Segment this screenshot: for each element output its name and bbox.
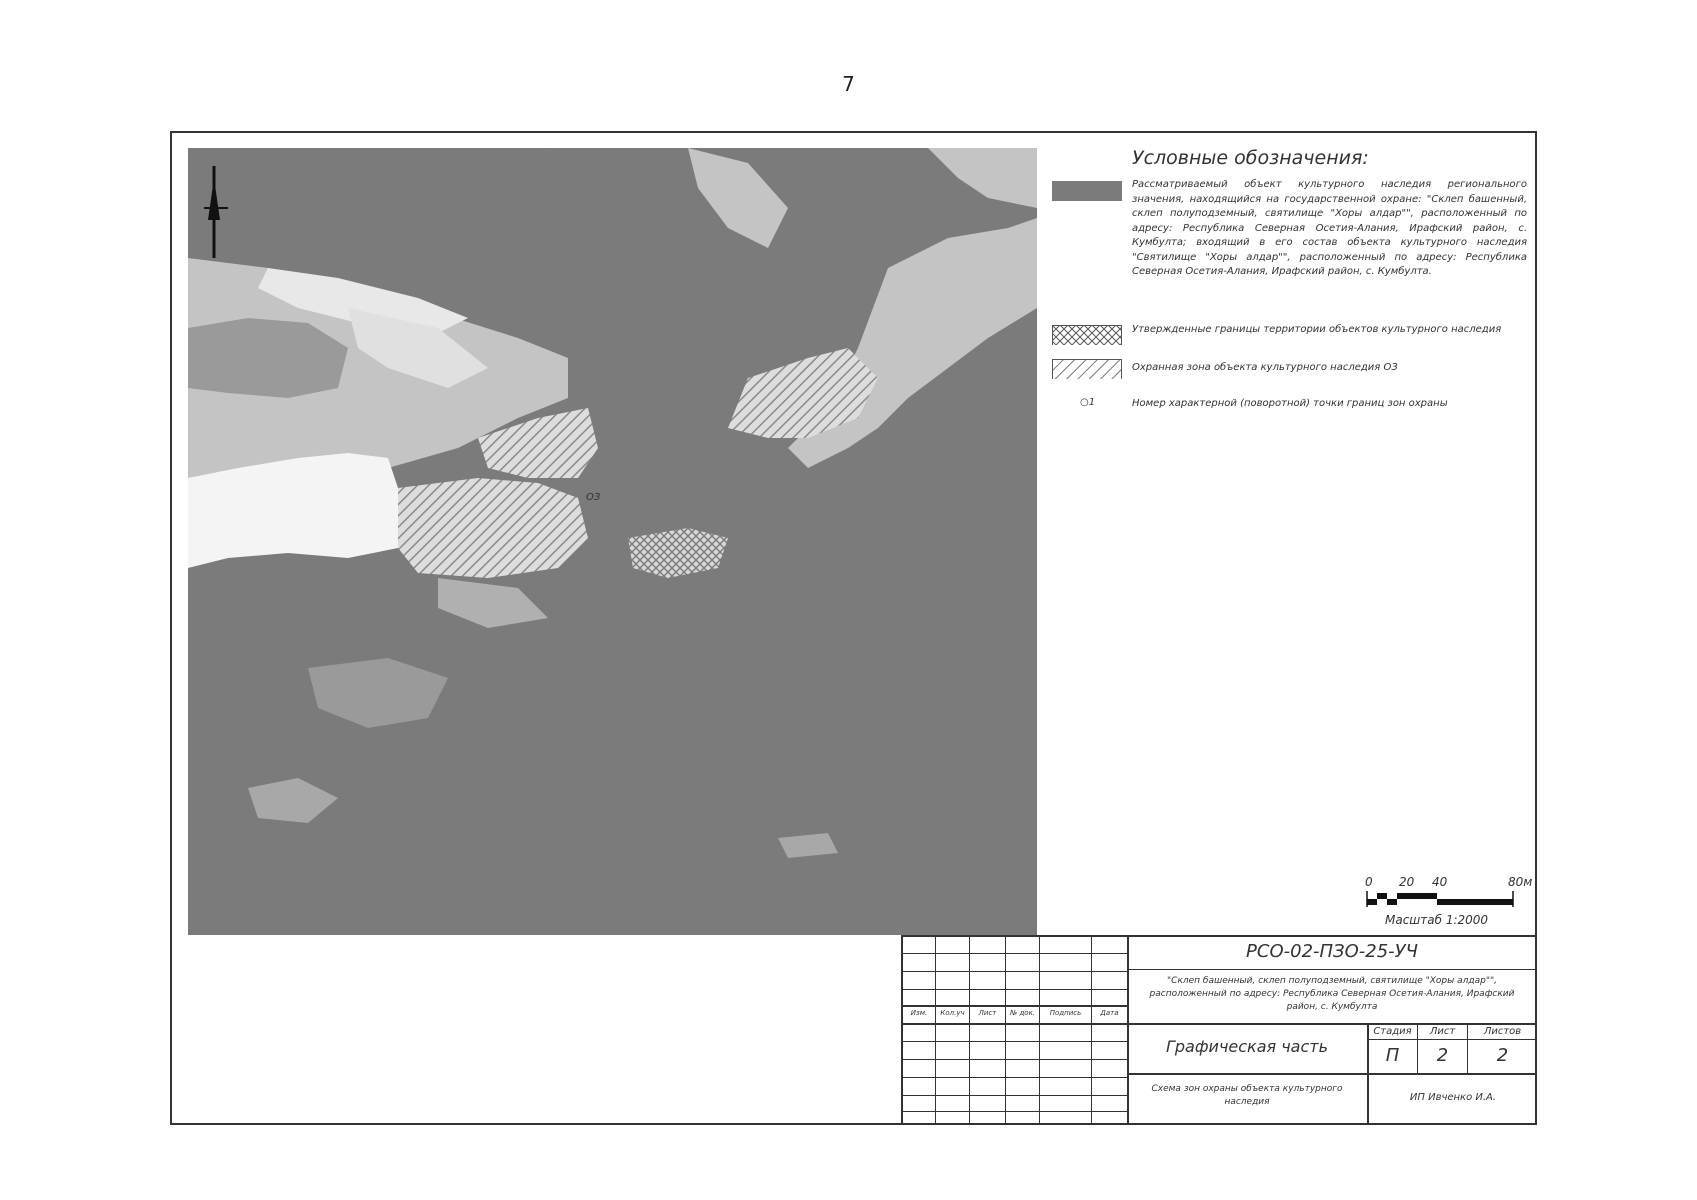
point-symbol-icon: ○1 bbox=[1080, 397, 1096, 408]
zone-label: ОЗ bbox=[586, 492, 601, 503]
title-block bbox=[901, 935, 1537, 1125]
sheet-value: 2 bbox=[1436, 1045, 1449, 1066]
scale-tick-label: 20 bbox=[1399, 875, 1415, 889]
organization: ИП Ивченко И.А. bbox=[1409, 1092, 1497, 1103]
legend-item-text: Номер характерной (поворотной) точки границ зон охраны bbox=[1132, 398, 1448, 409]
sheets-header: Листов bbox=[1483, 1026, 1522, 1037]
column-header: Изм. bbox=[910, 1009, 928, 1017]
solid-gray-swatch bbox=[1052, 181, 1122, 201]
scale-tick-label: 40 bbox=[1432, 875, 1448, 889]
map-area bbox=[188, 148, 1037, 935]
diagonal-hatch-swatch bbox=[1052, 359, 1122, 379]
drawing-sheet bbox=[170, 131, 1537, 1125]
object-name: "Склеп башенный, склеп полуподземный, святилище "Хоры алдар"", расположенный по адресу: Республика Северная Осетия-Алания, Ирафский район, с. Кумбулта bbox=[1149, 976, 1515, 1012]
scale-tick-label: 0 bbox=[1365, 875, 1373, 889]
sheets-value: 2 bbox=[1496, 1045, 1509, 1066]
scale-title: Масштаб 1:2000 bbox=[1385, 913, 1489, 927]
sheet-header: Лист bbox=[1429, 1026, 1456, 1037]
column-header: Дата bbox=[1100, 1009, 1119, 1017]
column-header: № док. bbox=[1009, 1009, 1036, 1017]
column-header: Лист bbox=[978, 1009, 997, 1017]
page-number: 7 bbox=[842, 72, 855, 96]
stage-header: Стадия bbox=[1373, 1026, 1412, 1037]
column-header: Подпись bbox=[1049, 1009, 1082, 1017]
section-title: Графическая часть bbox=[1165, 1037, 1329, 1056]
scale-tick-label: 80м bbox=[1508, 875, 1533, 889]
scale-bar-graphic bbox=[1365, 891, 1515, 911]
protection-zone bbox=[398, 478, 588, 578]
scale-bar bbox=[1365, 875, 1535, 935]
stage-value: П bbox=[1385, 1045, 1400, 1066]
drawing-code: РСО-02-ПЗО-25-УЧ bbox=[1246, 941, 1418, 962]
legend-item-text: Охранная зона объекта культурного наследия ОЗ bbox=[1132, 362, 1398, 373]
map-image bbox=[188, 148, 1037, 935]
column-header: Кол.уч bbox=[940, 1009, 965, 1017]
drawing-name: Схема зон охраны объекта культурного наследия bbox=[1151, 1084, 1343, 1107]
legend-item-text: Утвержденные границы территории объектов культурного наследия bbox=[1132, 324, 1502, 335]
cross-hatch-swatch bbox=[1052, 325, 1122, 345]
legend-item-text: Рассматриваемый объект культурного наследия регионального значения, находящийся на государственной охране: "Склеп башенный, склеп полуподземный, святилище "Хоры алдар"", расположенный по адресу: Республика Северная Осетия-Алания, Ирафский район, с. Кумбулта; входящий в его состав объекта культурного наследия "Святилище "Хоры алдар"", расположенный по адресу: Республика Северная Осетия-Алания, Ирафский район, с. Кумбулта. bbox=[1132, 179, 1527, 277]
legend-title: Условные обозначения: bbox=[1132, 147, 1369, 169]
